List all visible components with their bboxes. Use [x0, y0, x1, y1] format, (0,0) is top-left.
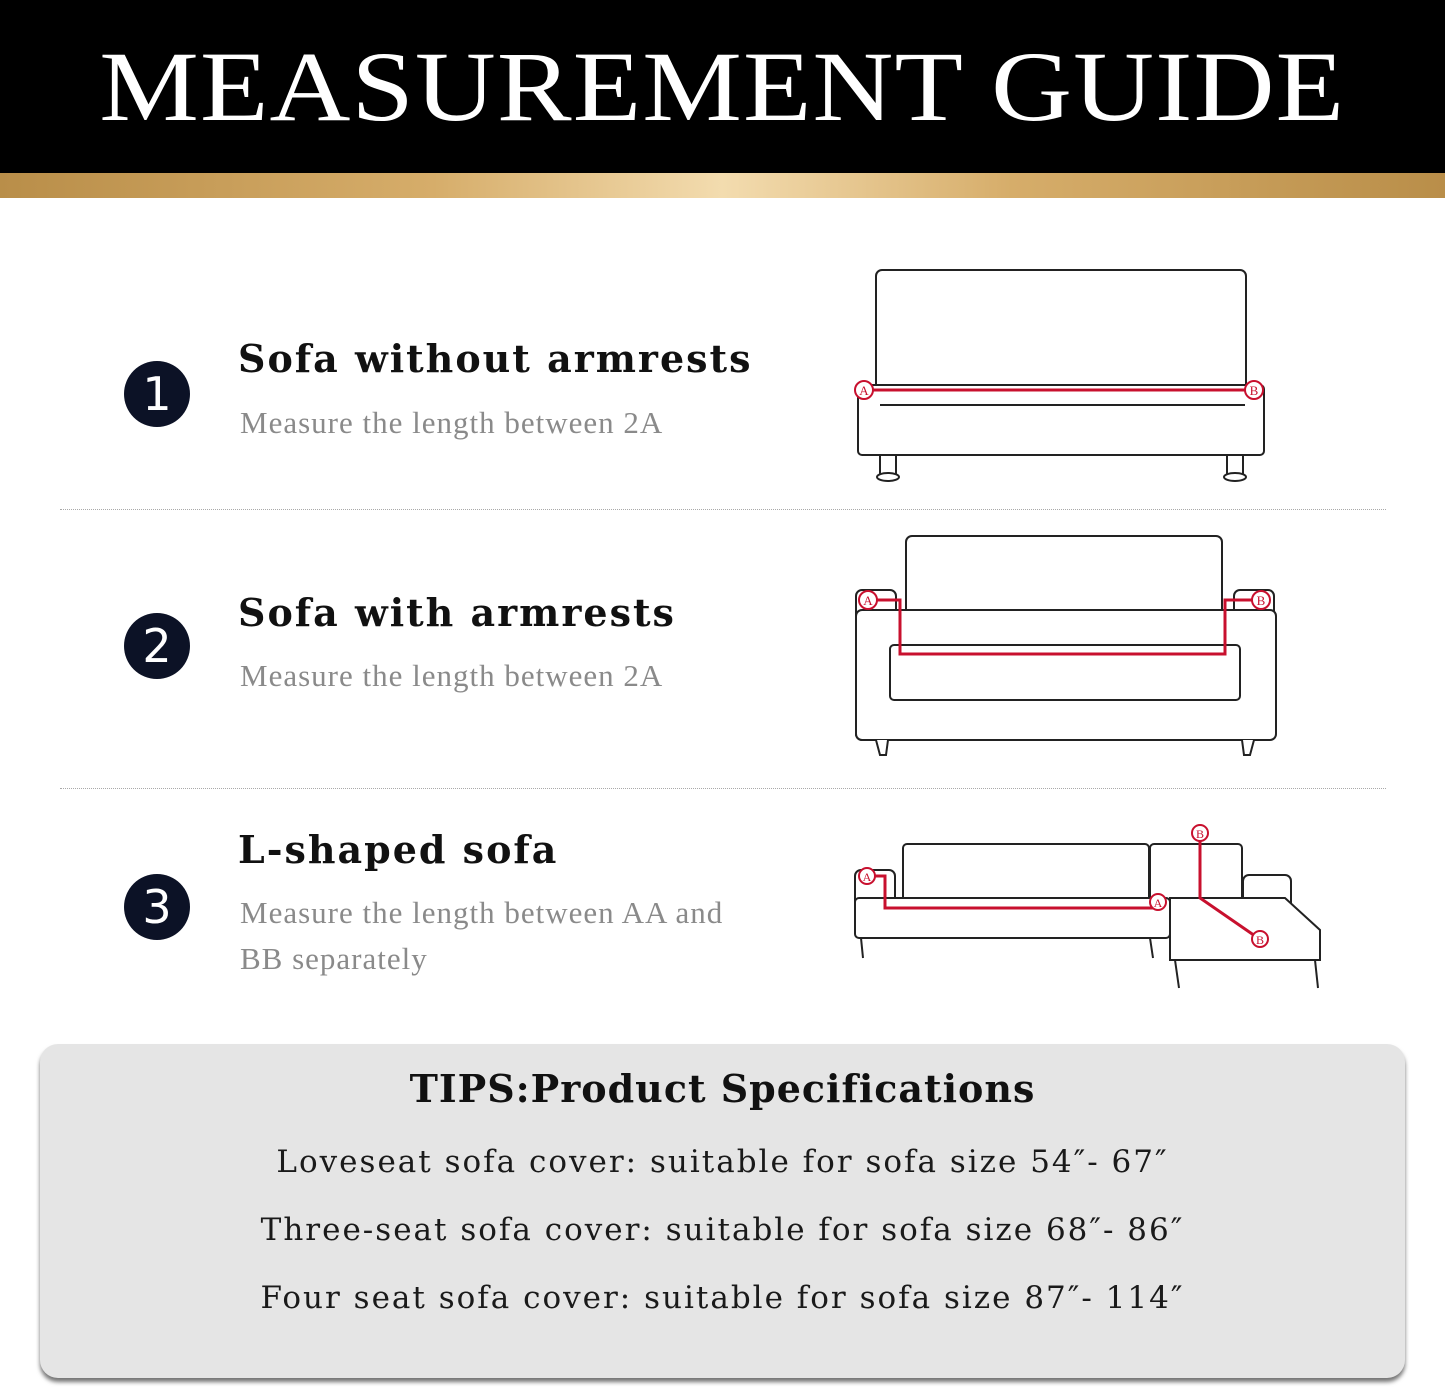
point-a-marker: [859, 868, 875, 884]
armrest-sofa-illustration: [840, 530, 1290, 770]
header-banner: [0, 0, 1445, 173]
point-a-marker: [855, 381, 873, 399]
armless-sofa-illustration: [840, 260, 1280, 490]
svg-text:A: A: [859, 383, 869, 398]
step-number-badge: 3: [124, 874, 190, 940]
svg-text:B: B: [1255, 933, 1265, 947]
tip-three-seat: Three-seat sofa cover: suitable for sofa size 68″- 86″: [260, 1212, 1185, 1248]
step-number-badge: 2: [124, 613, 190, 679]
step-description: Measure the length between 2A: [240, 405, 664, 440]
point-b-marker: [1252, 931, 1268, 947]
svg-text:B: B: [1249, 383, 1259, 398]
point-b-marker: [1252, 591, 1270, 609]
step-title: Sofa without armrests: [238, 336, 753, 381]
step-title: Sofa with armrests: [238, 590, 676, 635]
svg-text:B: B: [1256, 593, 1266, 608]
point-a-marker: [859, 591, 877, 609]
svg-text:A: A: [863, 593, 873, 608]
gold-accent-bar: [0, 173, 1445, 198]
l-shaped-sofa-illustration: [845, 820, 1335, 1000]
step-description: Measure the length between AA and BB separately: [240, 895, 724, 976]
svg-text:A: A: [862, 870, 872, 884]
point-a-marker: [1150, 894, 1166, 910]
svg-text:A: A: [1153, 896, 1163, 910]
step-title: L-shaped sofa: [238, 827, 559, 872]
section-divider: [60, 788, 1386, 789]
tip-four-seat: Four seat sofa cover: suitable for sofa size 87″- 114″: [260, 1280, 1185, 1316]
point-b-marker: [1245, 381, 1263, 399]
section-divider: [60, 509, 1386, 510]
tips-title: TIPS:Product Specifications: [409, 1066, 1036, 1111]
page-title: MEASUREMENT GUIDE: [99, 31, 1346, 142]
svg-text:B: B: [1195, 827, 1205, 841]
step-number-badge: 1: [124, 361, 190, 427]
tip-loveseat: Loveseat sofa cover: suitable for sofa size 54″- 67″: [276, 1144, 1169, 1180]
point-b-marker: [1192, 825, 1208, 841]
tips-panel: [40, 1044, 1405, 1378]
step-description: Measure the length between 2A: [240, 658, 664, 693]
